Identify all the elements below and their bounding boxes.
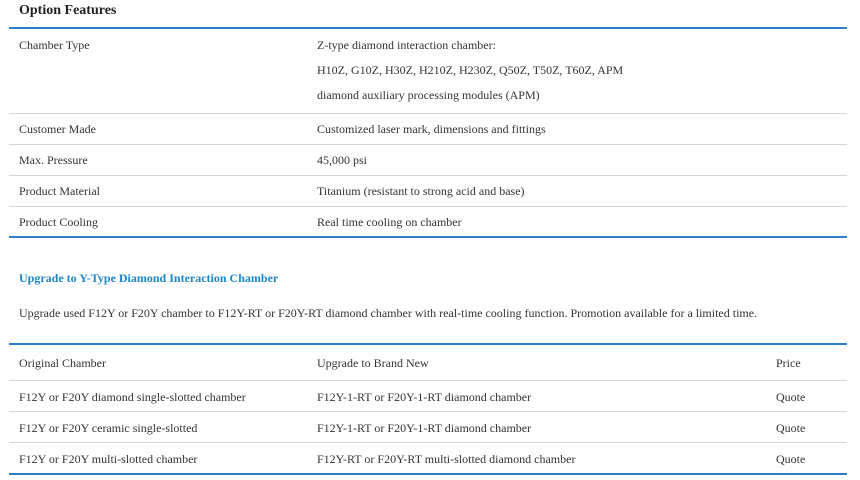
upgrade-heading: Upgrade to Y-Type Diamond Interaction Chamber (19, 271, 279, 285)
row-divider (9, 380, 847, 381)
option-features-heading: Option Features (19, 3, 117, 18)
upgrade-cell: F12Y-1-RT or F20Y-1-RT diamond chamber (317, 421, 532, 435)
row-value-line: 45,000 psi (317, 153, 368, 167)
table-top-rule (9, 343, 847, 345)
row-value-line: Z-type diamond interaction chamber: (317, 38, 496, 52)
column-header-price: Price (776, 356, 801, 370)
table-top-rule (9, 27, 847, 29)
column-header-original: Original Chamber (19, 356, 106, 370)
upgrade-cell: F12Y-RT or F20Y-RT multi-slotted diamond chamber (317, 452, 576, 466)
price-cell: Quote (776, 452, 806, 466)
original-chamber-cell: F12Y or F20Y diamond single-slotted chamber (19, 390, 246, 404)
row-value-line: diamond auxiliary processing modules (APM) (317, 88, 540, 102)
row-divider (9, 113, 847, 114)
price-cell: Quote (776, 390, 806, 404)
row-divider (9, 411, 847, 412)
row-divider (9, 206, 847, 207)
column-header-upgrade: Upgrade to Brand New (317, 356, 429, 370)
upgrade-description: Upgrade used F12Y or F20Y chamber to F12Y-RT or F20Y-RT diamond chamber with real-time cooling function. Promotion available for a limited time. (19, 306, 758, 320)
row-value-line: Customized laser mark, dimensions and fittings (317, 122, 546, 136)
upgrade-cell: F12Y-1-RT or F20Y-1-RT diamond chamber (317, 390, 532, 404)
table-bottom-rule (9, 473, 847, 475)
row-value-line: Real time cooling on chamber (317, 215, 462, 229)
row-label: Chamber Type (19, 38, 90, 52)
row-divider (9, 175, 847, 176)
original-chamber-cell: F12Y or F20Y multi-slotted chamber (19, 452, 198, 466)
row-value-line: Titanium (resistant to strong acid and base) (317, 184, 525, 198)
row-label: Max. Pressure (19, 153, 88, 167)
price-cell: Quote (776, 421, 806, 435)
row-label: Customer Made (19, 122, 96, 136)
table-bottom-rule (9, 236, 847, 238)
row-label: Product Cooling (19, 215, 99, 229)
row-label: Product Material (19, 184, 100, 198)
row-divider (9, 144, 847, 145)
row-value-line: H10Z, G10Z, H30Z, H210Z, H230Z, Q50Z, T50Z, T60Z, APM (317, 63, 624, 77)
row-divider (9, 442, 847, 443)
original-chamber-cell: F12Y or F20Y ceramic single-slotted (19, 421, 198, 435)
